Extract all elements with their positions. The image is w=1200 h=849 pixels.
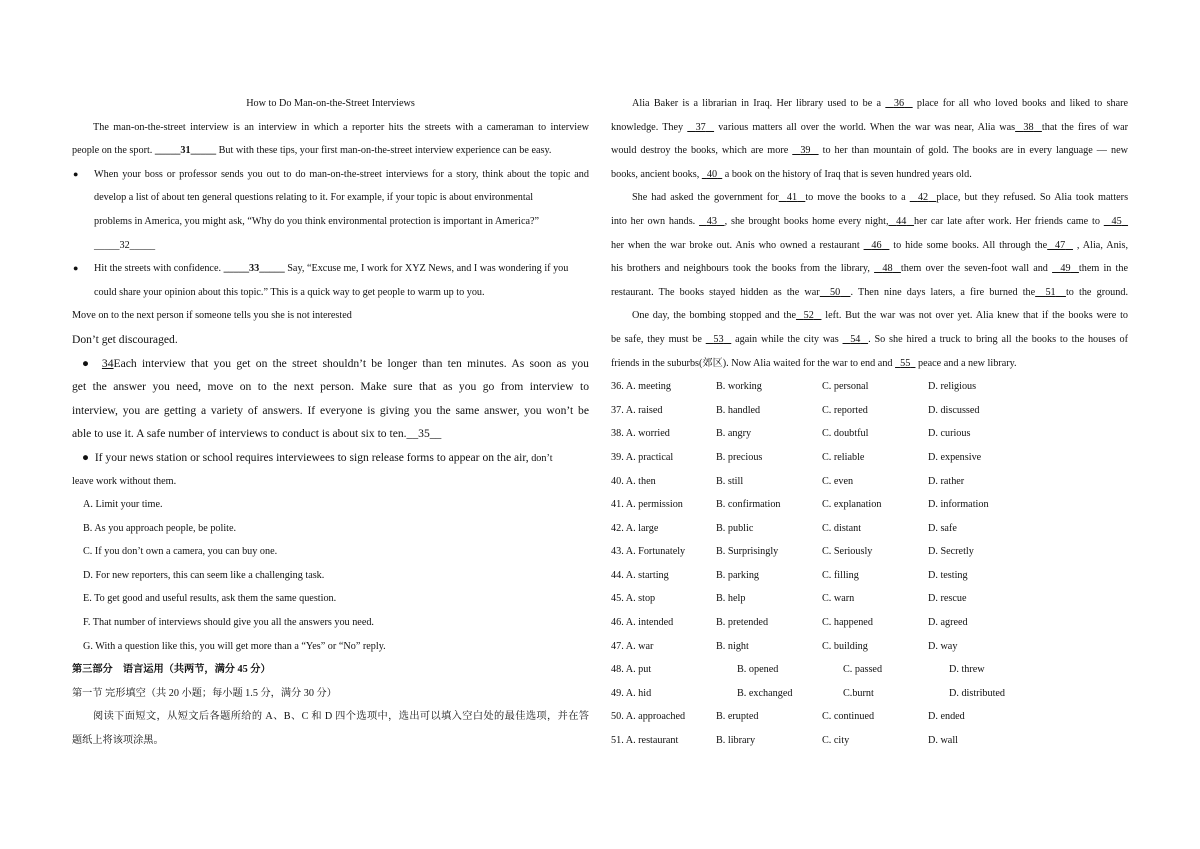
choice-d[interactable]: D. expensive: [928, 451, 982, 463]
bullet-1-line-3: problems in America, you might ask, “Why do you think environmental protection is important in America?”: [94, 215, 540, 227]
choice-a[interactable]: 38. A. worried: [611, 428, 670, 440]
choice-a[interactable]: 46. A. intended: [611, 617, 674, 629]
blank-48[interactable]: 48: [882, 263, 893, 275]
choice-d[interactable]: D. information: [928, 499, 989, 511]
blank-51[interactable]: 51: [1045, 286, 1056, 298]
choice-c[interactable]: C. Seriously: [822, 546, 873, 558]
choice-row-39: [611, 446, 1128, 470]
choice-row-45: [611, 587, 1128, 611]
cloze-line-12: friends in the suburbs(郊区). Now Alia waited for the war to end and 55 peace and a new library.: [611, 357, 1017, 369]
intro-line-2: people on the sport. _____31_____ But with these tips, your first man-on-the-street interview experience can be easy.: [72, 145, 552, 157]
passage-title: How to Do Man-on-the-Street Interviews: [246, 98, 415, 109]
discouraged-heading: Don’t get discouraged.: [72, 332, 178, 346]
choice-a[interactable]: 50. A. approached: [611, 711, 686, 723]
choice-a[interactable]: 49. A. hid: [611, 687, 652, 699]
choice-d[interactable]: D. way: [928, 640, 958, 652]
intro-line-1: The man-on-the-street interview is an interview in which a reporter hits the streets with a cameraman to interview: [93, 121, 589, 133]
cloze-line-3: would destroy the books, which are more 39 to her than mountain of gold. The books are in every language — new: [611, 145, 1128, 157]
blank-52[interactable]: 52: [803, 310, 814, 322]
bullet-4-line-1: ● If your news station or school requires interviewees to sign release forms to appear on the air, don’t: [82, 450, 553, 464]
choice-c[interactable]: C. doubtful: [822, 428, 869, 440]
cloze-line-9: restaurant. The books stayed hidden as the war 50 . Then nine days laters, a fire burned the 51 to the ground.: [611, 286, 1129, 298]
cloze-choices: [611, 375, 1128, 753]
blank-34[interactable]: 34: [101, 356, 114, 370]
blank-47[interactable]: 47: [1054, 239, 1066, 251]
choice-row-43: [611, 540, 1128, 564]
choice-a[interactable]: 48. A. put: [611, 664, 652, 676]
cloze-line-5: She had asked the government for 41 to move the books to a 42 place, but they refused. So Alia took matters: [632, 192, 1129, 204]
bullet-4-line-2: leave work without them.: [72, 475, 177, 487]
choice-c[interactable]: C. city: [822, 735, 850, 747]
choice-row-41: [611, 493, 1128, 517]
blank-42[interactable]: 42: [917, 192, 929, 204]
bullet-3-line-2: get the answer you need, move on to the next person. Make sure that as you go from interview to: [72, 380, 589, 394]
cloze-line-6: into her own hands. 43 , she brought books home every night, 44 her car late after work. Her friends came to 45: [611, 210, 1128, 234]
option-d: D. For new reporters, this can seem like a challenging task.: [83, 569, 325, 581]
choice-a[interactable]: 41. A. permission: [611, 499, 683, 511]
choice-a[interactable]: 40. A. then: [611, 475, 656, 487]
blank-49[interactable]: 49: [1060, 263, 1071, 275]
blank-39[interactable]: 39: [800, 145, 811, 157]
choice-b[interactable]: B. working: [716, 381, 762, 393]
blank-35[interactable]: __35__: [406, 427, 442, 441]
blank-53[interactable]: 53: [713, 333, 724, 345]
blank-32[interactable]: _____32_____: [94, 239, 156, 251]
blank-54[interactable]: 54: [850, 333, 861, 345]
choice-d[interactable]: D. testing: [928, 569, 968, 581]
choice-d[interactable]: D. threw: [949, 664, 985, 676]
bullet-3-line-1: ● 34Each interview that you get on the street shouldn’t be longer than ten minutes. As soon as you: [82, 356, 589, 370]
blank-31[interactable]: _____31_____: [154, 145, 217, 157]
choice-a[interactable]: 45. A. stop: [611, 593, 656, 605]
blank-43[interactable]: 43: [706, 215, 717, 227]
choice-d[interactable]: D. distributed: [949, 687, 1006, 699]
choice-b[interactable]: B. Surprisingly: [716, 546, 779, 558]
blank-37[interactable]: 37: [695, 121, 706, 133]
option-f: F. That number of interviews should give you all the answers you need.: [83, 617, 374, 629]
choice-b[interactable]: B. help: [716, 593, 746, 605]
option-c: C. If you don’t own a camera, you can buy one.: [83, 546, 278, 558]
choice-b[interactable]: B. public: [716, 522, 754, 534]
bullet-1-line-2: develop a list of about ten general questions relating to it. For example, if your topic is about environmental: [94, 192, 534, 204]
choice-c[interactable]: C. happened: [822, 617, 873, 629]
choice-c[interactable]: C. distant: [822, 522, 862, 534]
choice-d[interactable]: D. ended: [928, 711, 965, 723]
cloze-line-2: knowledge. They 37 various matters all over the world. When the war was near, Alia was 38 that the fires of war: [611, 121, 1129, 133]
right-column: [611, 92, 1128, 753]
choice-d[interactable]: D. rather: [928, 475, 965, 487]
choice-b[interactable]: B. precious: [716, 451, 763, 463]
choice-c[interactable]: C. even: [822, 475, 854, 487]
choice-a[interactable]: 43. A. Fortunately: [611, 546, 686, 558]
choice-c[interactable]: C.burnt: [843, 687, 874, 699]
option-a: A. Limit your time.: [83, 499, 163, 511]
part-3-heading: 第三部分 语言运用（共两节，满分 45 分）: [72, 664, 271, 676]
bullet-2-line-2: could share your opinion about this topic.” This is a quick way to get people to warm up to you.: [94, 286, 485, 298]
choice-a[interactable]: 44. A. starting: [611, 569, 669, 581]
choice-a[interactable]: 42. A. large: [611, 522, 659, 534]
choice-d[interactable]: D. Secretly: [928, 546, 974, 558]
choice-row-38: [611, 422, 1128, 446]
choice-b[interactable]: B. still: [716, 475, 744, 487]
blank-40[interactable]: 40: [706, 168, 718, 180]
choice-c[interactable]: C. building: [822, 640, 868, 652]
choice-a[interactable]: 47. A. war: [611, 640, 654, 652]
choice-row-47: [611, 635, 1128, 659]
blank-38[interactable]: 38: [1023, 121, 1034, 133]
left-column: [72, 92, 589, 753]
cloze-line-11: be safe, they must be 53 again while the city was 54 . So she hired a truck to bring all the books to the houses of: [611, 333, 1129, 345]
cloze-line-7: her when the war broke out. Anis who owned a restaurant 46 to hide some books. All through the 47 , Alia, Anis,: [611, 239, 1128, 251]
choice-c[interactable]: C. continued: [822, 711, 875, 723]
blank-55[interactable]: 55: [900, 357, 911, 369]
choice-b[interactable]: B. pretended: [716, 617, 769, 629]
choice-b[interactable]: B. angry: [716, 428, 752, 440]
choice-b[interactable]: B. confirmation: [716, 499, 781, 511]
choice-d[interactable]: D. safe: [928, 522, 957, 534]
blank-36[interactable]: 36: [893, 98, 905, 109]
choice-row-36: [611, 375, 1128, 399]
cloze-line-4: books, ancient books, 40 a book on the history of Iraq that is seven hundred years old.: [611, 168, 972, 180]
choice-b[interactable]: B. handled: [716, 404, 761, 416]
answer-options: [72, 493, 589, 658]
choice-c[interactable]: C. passed: [843, 664, 883, 676]
choice-row-40: [611, 470, 1128, 494]
instruction-line-2: 题纸上将该项涂黑。: [72, 735, 164, 747]
choice-row-51: [611, 729, 1128, 753]
section-1-heading: 第一节 完形填空（共 20 小题；每小题 1.5 分，满分 30 分）: [72, 687, 337, 699]
blank-44[interactable]: 44: [896, 215, 907, 227]
bullet-2-line-1: ● Hit the streets with confidence. _____33_____ Say, “Excuse me, I work for XYZ News, and I was wondering if you: [72, 257, 589, 281]
choice-b[interactable]: B. library: [716, 735, 756, 747]
choice-c[interactable]: C. explanation: [822, 499, 882, 511]
instruction-line-1: 阅读下面短文，从短文后各题所给的 A、B、C 和 D 四个选项中，选出可以填入空白处的最佳选项，并在答: [93, 711, 589, 723]
choice-row-49: [611, 682, 1128, 706]
bullet-icon: ●: [73, 263, 79, 274]
move-on-heading: Move on to the next person if someone tells you she is not interested: [72, 310, 352, 322]
option-e: E. To get good and useful results, ask them the same question.: [83, 593, 337, 605]
blank-45[interactable]: 45: [1111, 215, 1122, 227]
choice-b[interactable]: B. parking: [716, 569, 760, 581]
choice-d[interactable]: D. wall: [928, 735, 958, 747]
choice-d[interactable]: D. religious: [928, 381, 977, 393]
blank-46[interactable]: 46: [871, 239, 882, 251]
option-g: G. With a question like this, you will get more than a “Yes” or “No” reply.: [83, 640, 386, 652]
choice-c[interactable]: C. reliable: [822, 451, 865, 463]
choice-a[interactable]: 37. A. raised: [611, 404, 663, 416]
choice-row-50: [611, 705, 1128, 729]
cloze-line-10: One day, the bombing stopped and the 52 left. But the war was not over yet. Alia knew that if the books were to: [632, 310, 1129, 322]
choice-row-44: [611, 564, 1128, 588]
choice-b[interactable]: B. exchanged: [737, 687, 793, 699]
choice-b[interactable]: B. night: [716, 640, 749, 652]
choice-row-42: [611, 517, 1128, 541]
choice-c[interactable]: C. warn: [822, 593, 855, 605]
blank-41[interactable]: 41: [786, 192, 798, 204]
bullet-1-line-1: ● When your boss or professor sends you out to do man-on-the-street interviews for a story, think about the topic and: [72, 163, 589, 187]
choice-a[interactable]: 39. A. practical: [611, 451, 674, 463]
choice-b[interactable]: B. opened: [737, 664, 779, 676]
bullet-icon: ●: [82, 356, 102, 370]
choice-c[interactable]: C. personal: [822, 381, 869, 393]
choice-c[interactable]: C. filling: [822, 569, 859, 581]
bullet-icon: ●: [73, 168, 79, 179]
blank-50[interactable]: 50: [829, 286, 841, 298]
choice-a[interactable]: 36. A. meeting: [611, 381, 671, 393]
choice-row-37: [611, 399, 1128, 423]
blank-33[interactable]: _____33_____: [223, 263, 285, 275]
choice-b[interactable]: B. erupted: [716, 711, 759, 723]
bullet-3-line-4: able to use it. A safe number of interviews to conduct is about six to ten.__35__: [72, 427, 442, 441]
option-b: B. As you approach people, be polite.: [83, 522, 237, 534]
cloze-line-1: Alia Baker is a librarian in Iraq. Her library used to be a 36 place for all who loved books and liked to share: [632, 98, 1128, 109]
cloze-line-8: his brothers and neighbours took the books from the library, 48 them over the seven-foot wall and 49 them in the: [611, 263, 1128, 275]
choice-a[interactable]: 51. A. restaurant: [611, 735, 679, 747]
choice-c[interactable]: C. reported: [822, 404, 868, 416]
choice-d[interactable]: D. curious: [928, 428, 971, 440]
bullet-3-line-3: interview, you are getting a variety of answers. If everyone is giving you the same answer, you won’t be: [72, 403, 589, 417]
choice-d[interactable]: D. discussed: [928, 404, 980, 416]
cloze-passage: [611, 92, 1128, 375]
bullet-icon: ●: [82, 450, 95, 464]
choice-d[interactable]: D. rescue: [928, 593, 967, 605]
choice-d[interactable]: D. agreed: [928, 617, 968, 629]
choice-row-46: [611, 611, 1128, 635]
choice-row-48: [611, 658, 1128, 682]
